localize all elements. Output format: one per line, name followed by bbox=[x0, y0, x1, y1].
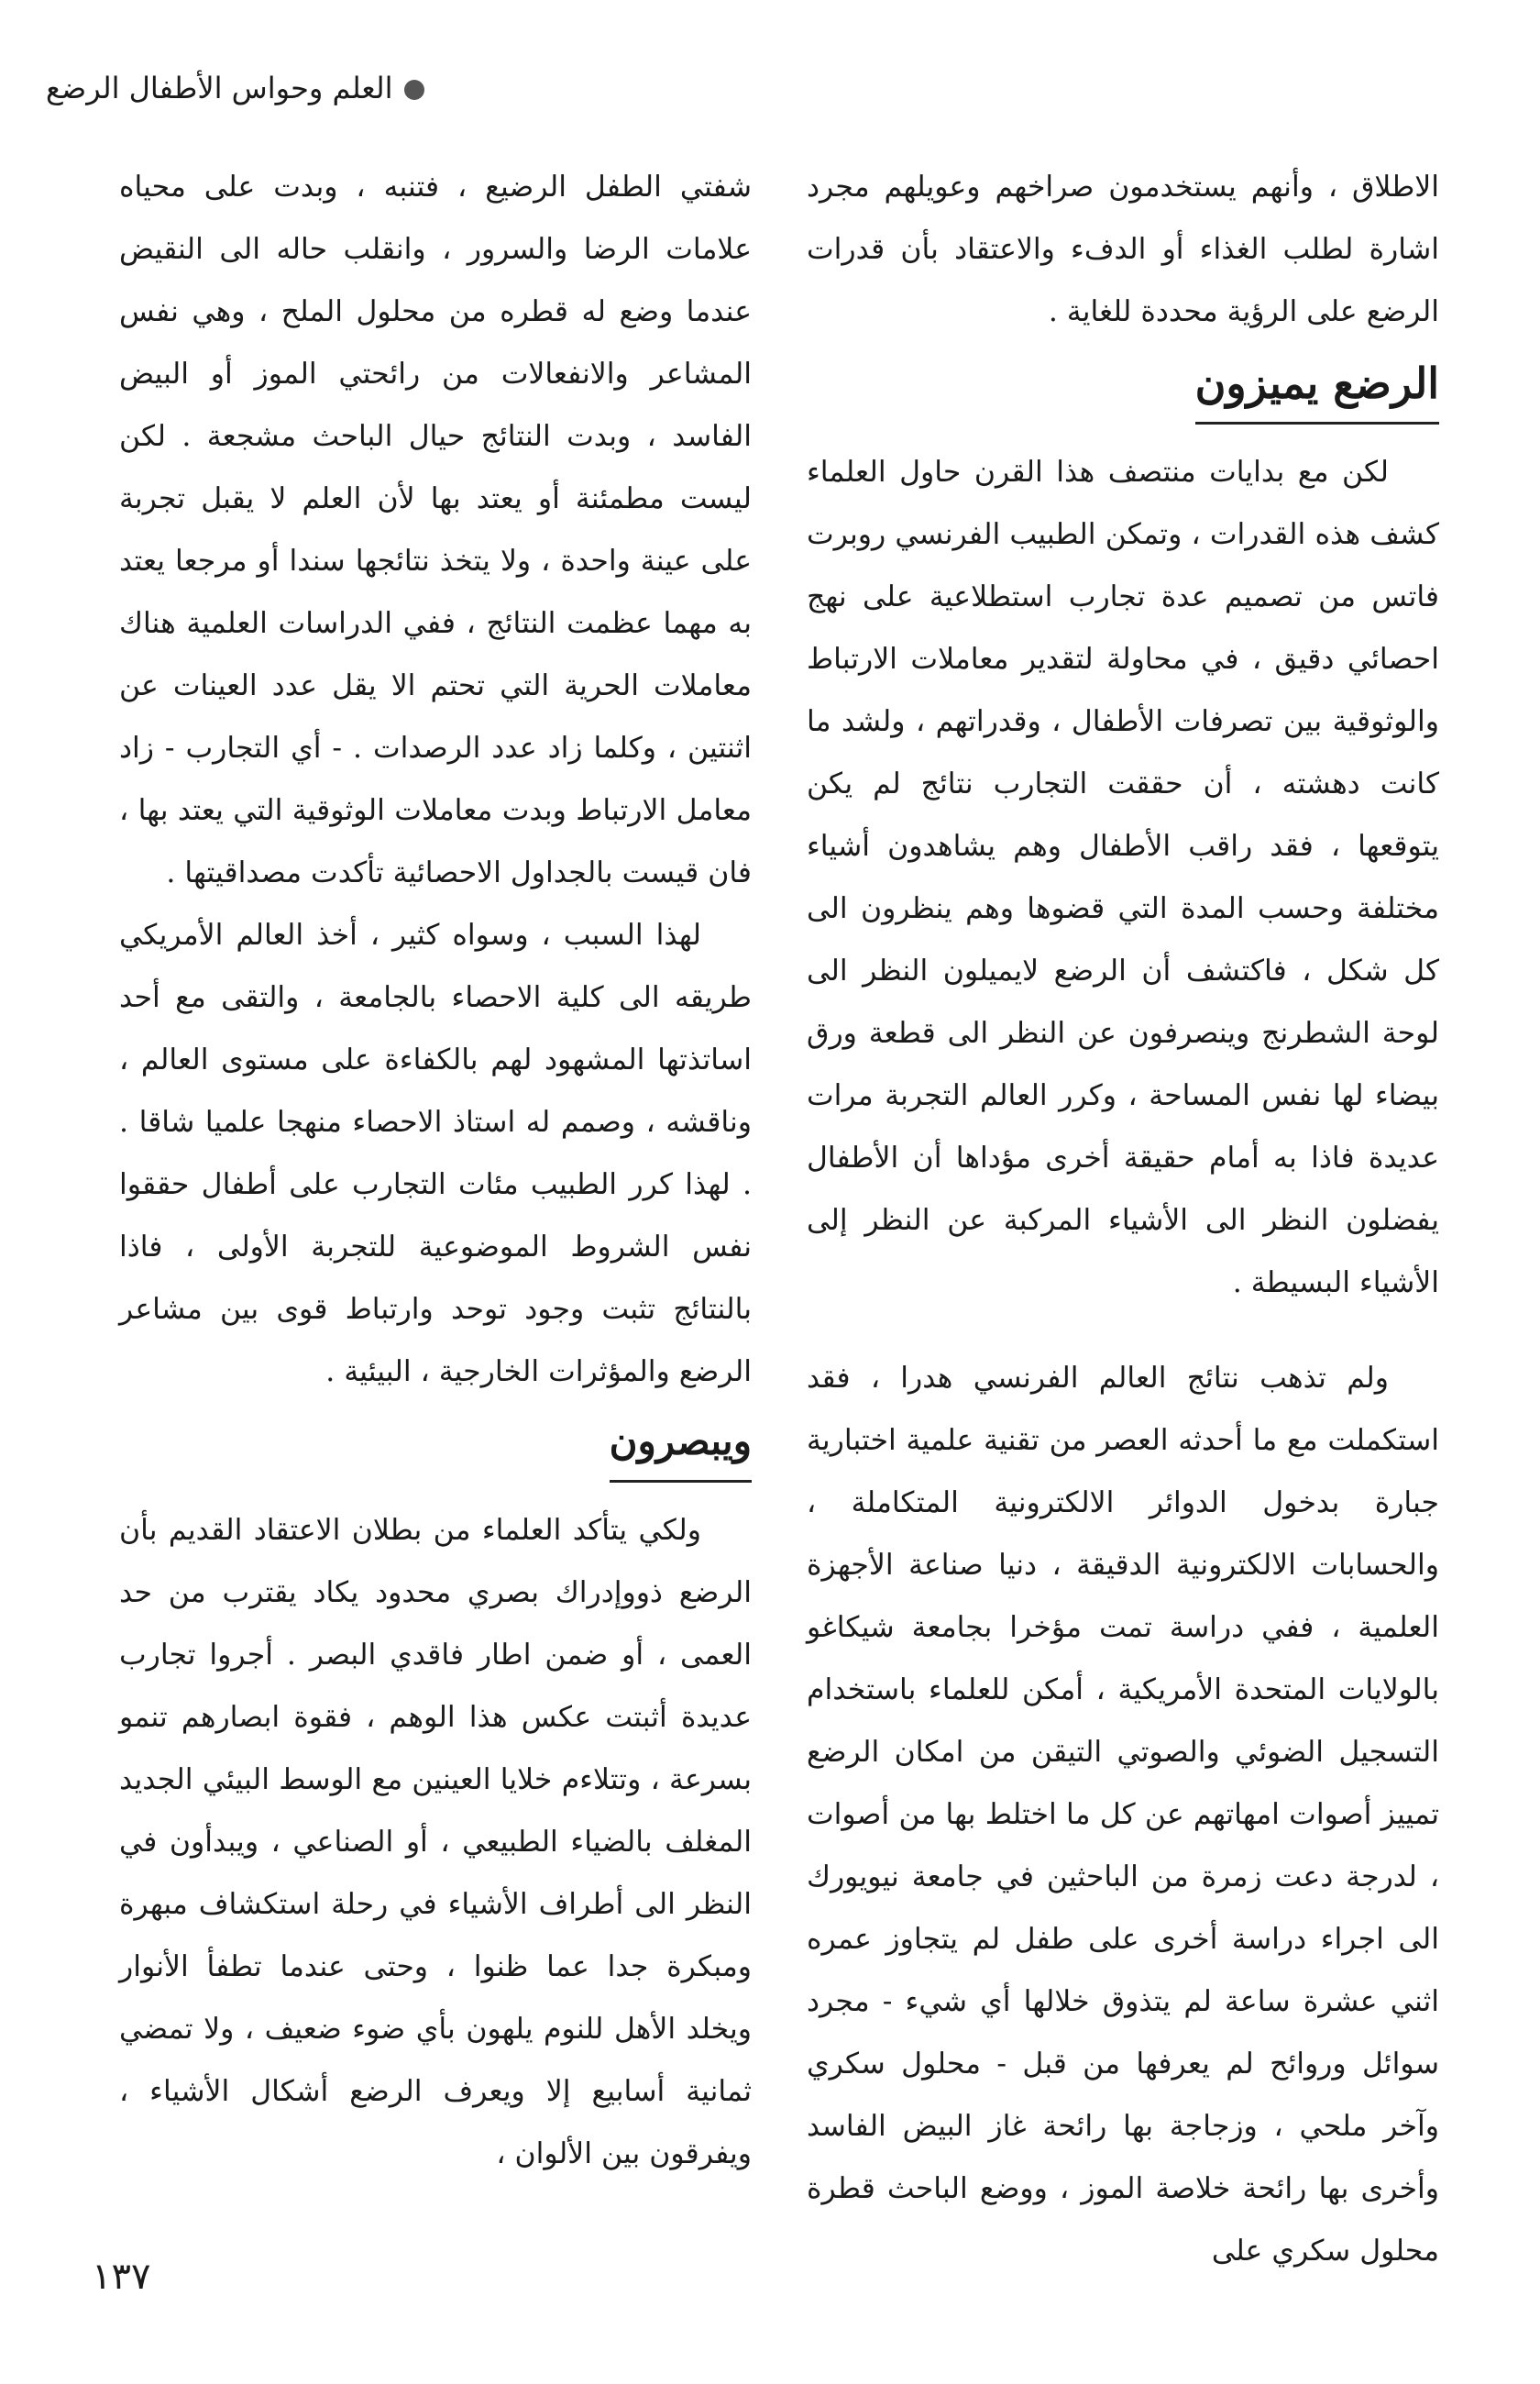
left-column bbox=[119, 156, 752, 2185]
section-heading-container bbox=[119, 1403, 752, 1499]
page-number: ١٣٧ bbox=[92, 2256, 151, 2298]
section-heading-infants-distinguish: الرضع يميزون bbox=[1195, 348, 1439, 425]
right-column bbox=[807, 156, 1439, 2282]
running-header bbox=[46, 64, 458, 112]
right-para-intro: الاطلاق ، وأنهم يستخدمون صراخهم وعويلهم مجرد اشارة لطلب الغذاء أو الدفء والاعتقاد بأن قدرات الرضع على الرؤية محددة للغاية . bbox=[807, 171, 1439, 328]
left-para-2: لهذا السبب ، وسواه كثير ، أخذ العالم الأمريكي طريقه الى كلية الاحصاء بالجامعة ، والتقى مع أحد اساتذتها المشهود لهم بالكفاءة على مستوى العالم ، وناقشه ، وصمم له استاذ الاحصاء منهجا علميا شاقا . . لهذا كرر الطبيب مئات التجارب على أطفال حققوا نفس الشروط الموضوعية للتجربة الأولى ، فاذا بالنتائج تثبت وجود توحد وارتباط قوى بين مشاعر الرضع والمؤثرات الخارجية ، البيئية . bbox=[119, 919, 752, 1388]
left-para-1: شفتي الطفل الرضيع ، فتنبه ، وبدت على محياه علامات الرضا والسرور ، وانقلب حاله الى النقيض عندما وضع له قطره من محلول الملح ، وهي نفس المشاعر والانفعالات من رائحتي الموز أو البيض الفاسد ، وبدت النتائج حيال الباحث مشجعة . لكن ليست مطمئنة أو يعتد بها لأن العلم لا يقبل تجربة على عينة واحدة ، ولا يتخذ نتائجها سندا أو مرجعا يعتد به مهما عظمت النتائج ، ففي الدراسات العلمية هناك معاملات الحرية التي تحتم الا يقل عدد العينات عن اثنتين ، وكلما زاد عدد الرصدات . - أي التجارب - زاد معامل الارتباط وبدت معاملات الوثوقية التي يعتد بها ، فان قيست بالجداول الاحصائية تأكدت مصداقيتها . bbox=[119, 171, 752, 889]
left-para-3: ولكي يتأكد العلماء من بطلان الاعتقاد القديم بأن الرضع ذووإدراك بصري محدود يكاد يقترب من حد العمى ، أو ضمن اطار فاقدي البصر . أجروا تجارب عديدة أثبتت عكس هذا الوهم ، فقوة ابصارهم تنمو بسرعة ، وتتلاءم خلايا العينين مع الوسط البيئي الجديد المغلف بالضياء الطبيعي ، أو الصناعي ، ويبدأون في النظر الى أطراف الأشياء في رحلة استكشاف مبهرة ومبكرة جدا عما ظنوا ، وحتى عندما تطفأ الأنوار ويخلد الأهل للنوم يلهون بأي ضوء ضعيف ، ولا تمضي ثمانية أسابيع إلا ويعرف الرضع أشكال الأشياء ، ويفرقون بين الألوان ، bbox=[119, 1514, 752, 2170]
bullet-icon bbox=[404, 80, 424, 100]
section-heading-container bbox=[807, 343, 1439, 441]
section-heading-they-see: ويبصرون bbox=[610, 1407, 752, 1483]
right-para-2: ولم تذهب نتائج العالم الفرنسي هدرا ، فقد استكملت مع ما أحدثه العصر من تقنية علمية اختبارية جبارة بدخول الدوائر الالكترونية المتكاملة ، والحسابات الالكترونية الدقيقة ، دنيا صناعة الأجهزة العلمية ، ففي دراسة تمت مؤخرا بجامعة شيكاغو بالولايات المتحدة الأمريكية ، أمكن للعلماء باستخدام التسجيل الضوئي والصوتي التيقن من امكان الرضع تمييز أصوات امهاتهم عن كل ما اختلط بها من أصوات ، لدرجة دعت زمرة من الباحثين في جامعة نيويورك الى اجراء دراسة أخرى على طفل لم يتجاوز عمره اثني عشرة ساعة لم يتذوق خلالها أي شيء - مجرد سوائل وروائح لم يعرفها من قبل - محلول سكري وآخر ملحي ، وزجاجة بها رائحة غاز البيض الفاسد وأخرى بها رائحة خلاصة الموز ، ووضع الباحث قطرة محلول سكري على bbox=[807, 1362, 1439, 2268]
header-title: العلم وحواس الأطفال الرضع bbox=[46, 71, 393, 105]
right-para-1: لكن مع بدايات منتصف هذا القرن حاول العلماء كشف هذه القدرات ، وتمكن الطبيب الفرنسي روبرت فاتس من تصميم عدة تجارب استطلاعية على نهج احصائي دقيق ، في محاولة لتقدير معاملات الارتباط والوثوقية بين تصرفات الأطفال ، وقدراتهم ، ولشد ما كانت دهشته ، أن حققت التجارب نتائج لم يكن يتوقعها ، فقد راقب الأطفال وهم يشاهدون أشياء مختلفة وحسب المدة التي قضوها وهم ينظرون الى كل شكل ، فاكتشف أن الرضع لايميلون النظر الى لوحة الشطرنج وينصرفون عن النظر الى قطعة ورق بيضاء لها نفس المساحة ، وكرر العالم التجربة مرات عديدة فاذا به أمام حقيقة أخرى مؤداها أن الأطفال يفضلون النظر الى الأشياء المركبة عن النظر إلى الأشياء البسيطة . bbox=[807, 456, 1439, 1299]
